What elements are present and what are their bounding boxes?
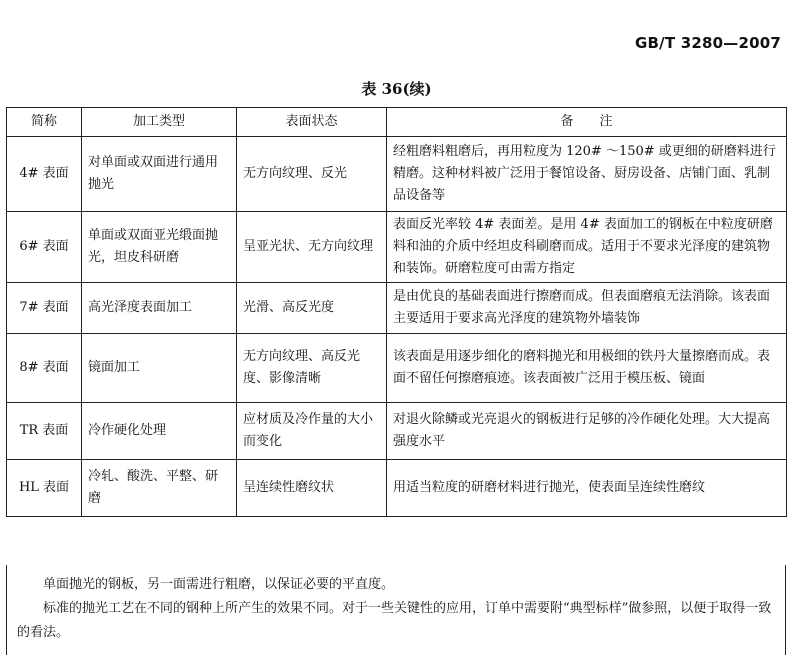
cell-name: HL 表面 [7,460,82,517]
surface-finish-table [6,107,787,517]
cell-process: 单面或双面亚光缎面抛光，坦皮科研磨 [82,212,237,283]
cell-process: 冷作硬化处理 [82,403,237,460]
cell-surface: 呈亚光状、无方向纹理 [237,212,387,283]
cell-process: 高光泽度表面加工 [82,283,237,334]
cell-process: 冷轧、酸洗、平整、研磨 [82,460,237,517]
header-process-type: 加工类型 [82,108,237,137]
header-abbreviation: 简称 [7,108,82,137]
cell-remark: 经粗磨料粗磨后，再用粒度为 120# ～150# 或更细的研磨料进行精磨。这种材料被广泛用于餐馆设备、厨房设备、店铺门面、乳制品设备等 [387,137,787,212]
cell-process: 镜面加工 [82,334,237,403]
cell-name: 6# 表面 [7,212,82,283]
standard-code: GB/T 3280—2007 [635,34,781,52]
table-row [7,283,787,334]
cell-surface: 呈连续性磨纹状 [237,460,387,517]
header-surface-state: 表面状态 [237,108,387,137]
cell-remark: 对退火除鳞或光亮退火的钢板进行足够的冷作硬化处理。大大提高强度水平 [387,403,787,460]
cell-name: 7# 表面 [7,283,82,334]
cell-name: 8# 表面 [7,334,82,403]
note-line-1: 单面抛光的钢板，另一面需进行粗磨，以保证必要的平直度。 [43,577,395,592]
table-notes [6,565,786,655]
cell-surface: 无方向纹理、高反光度、影像清晰 [237,334,387,403]
table-row [7,334,787,403]
table-row [7,403,787,460]
table-row [7,212,787,283]
cell-name: TR 表面 [7,403,82,460]
cell-process: 对单面或双面进行通用抛光 [82,137,237,212]
cell-surface: 应材质及冷作量的大小而变化 [237,403,387,460]
cell-remark: 该表面是用逐步细化的磨料抛光和用极细的铁丹大量擦磨而成。表面不留任何擦磨痕迹。该表面被广泛用于模压板、镜面 [387,334,787,403]
cell-remark: 表面反光率较 4# 表面差。是用 4# 表面加工的钢板在中粒度研磨料和油的介质中经坦皮科刷磨而成。适用于不要求光泽度的建筑物和装饰。研磨粒度可由需方指定 [387,212,787,283]
table-row [7,460,787,517]
cell-name: 4# 表面 [7,137,82,212]
table-caption: 表 36(续) [361,80,432,98]
cell-surface: 无方向纹理、反光 [237,137,387,212]
cell-remark: 是由优良的基础表面进行擦磨而成。但表面磨痕无法消除。该表面主要适用于要求高光泽度的建筑物外墙装饰 [387,283,787,334]
table-header-row [7,108,787,137]
cell-remark: 用适当粒度的研磨材料进行抛光，使表面呈连续性磨纹 [387,460,787,517]
note-line-2: 标准的抛光工艺在不同的钢种上所产生的效果不同。对于一些关键性的应用，订单中需要附“典型标样”做参照，以便于取得一致的看法。 [17,601,772,640]
header-remarks: 备 注 [387,108,787,137]
cell-surface: 光滑、高反光度 [237,283,387,334]
table-row [7,137,787,212]
